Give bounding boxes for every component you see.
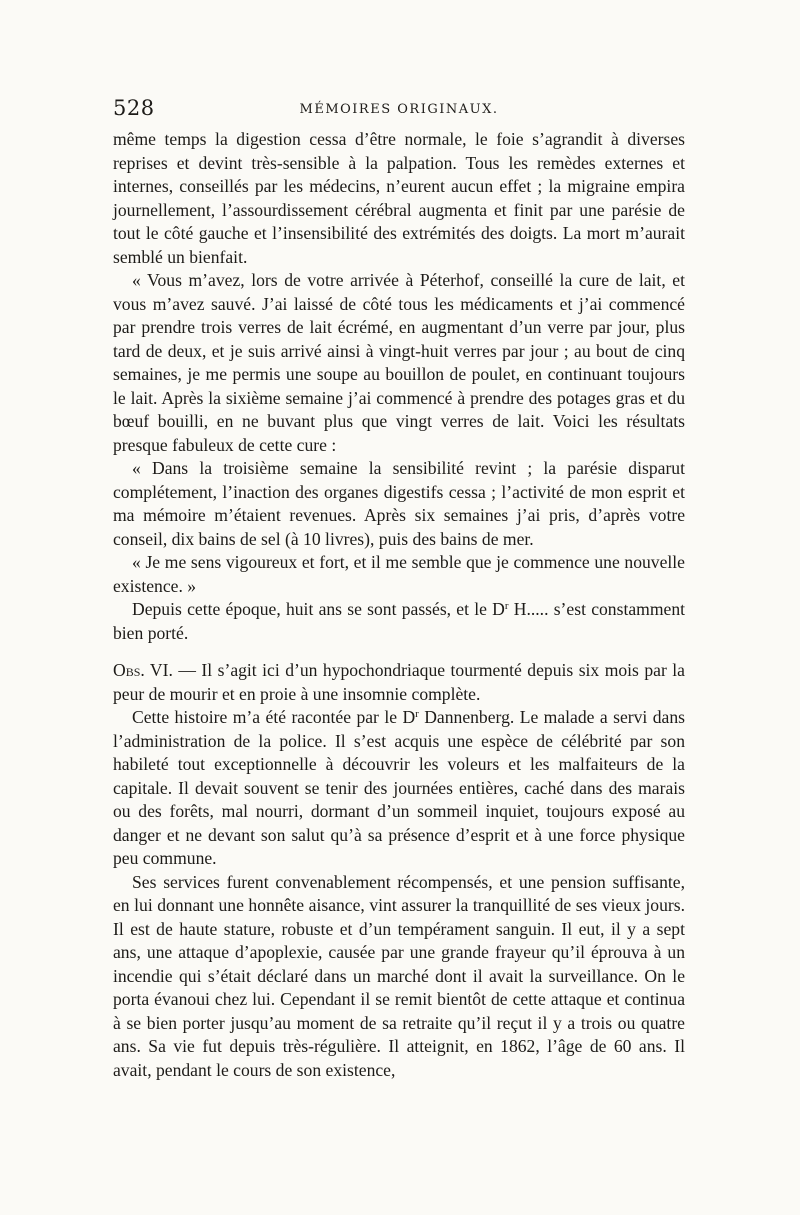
- text-segment: H..... s’est constamment bien porté.: [113, 599, 686, 643]
- observation-heading-paragraph: [113, 659, 685, 706]
- paragraph-services: Ses services furent convenablement récompensés, et une pension suffisante, en lui donnant une honnête aisance, vint assurer la tranquillité de ses vieux jours. Il est de haute stature, robuste et d’un tempérament sanguin. Il eut, il y a sept ans, une attaque d’apoplexie, causée par une grande frayeur qu’il éprouva à un incendie qui s’était déclaré dans un marché dont il avait la surveillance. On le porta évanoui chez lui. Cependant il se remit bientôt de cette attaque et continua à se bien porter jusqu’au moment de sa retraite qu’il reçut il y a trois ou quatre ans. Sa vie fut depuis très-régulière. Il atteignit, en 1862, l’âge de 60 ans. Il avait, pendant le cours de son existence,: [113, 871, 685, 1080]
- running-title: MÉMOIRES ORIGINAUX.: [299, 102, 499, 117]
- paragraph-quote-new-existence: « Je me sens vigoureux et fort, et il me semble que je commence une nouvelle existence. »: [113, 552, 685, 596]
- paragraph-quote-results: « Dans la troisième semaine la sensibilité revint ; la parésie disparut complétement, l’inaction des organes digestifs cessa ; l’activité de mon esprit et ma mémoire m’étaient revenues. Après six semaines j’ai pris, d’après votre conseil, dix bains de sel (à 10 livres), puis des bains de mer.: [113, 458, 685, 549]
- body-text: [113, 128, 685, 1082]
- paragraph-since-then: [113, 598, 685, 645]
- paragraph-dannenberg: [113, 706, 685, 871]
- observation-label: Obs. VI.: [113, 660, 173, 680]
- paragraph-continuation: même temps la digestion cessa d’être normale, le foie s’agrandit à diverses reprises et devint très-sensible à la palpation. Tous les remèdes externes et internes, conseillés par les médecins, n’eurent aucun effet ; la migraine empira journellement, l’assourdissement cérébral augmenta et finit par une parésie de tout le côté gauche et l’insensibilité des extrémités des doigts. La mort m’aurait semblé un bienfait.: [113, 129, 685, 267]
- paragraph-quote-milk-cure: « Vous m’avez, lors de votre arrivée à Péterhof, conseillé la cure de lait, et vous m’avez sauvé. J’ai laissé de côté tous les médicaments et j’ai commencé par prendre trois verres de lait écrémé, en augmentant d’un verre par jour, plus tard de deux, et je suis arrivé ainsi à vingt-huit verres par jour ; au bout de cinq semaines, je me permis une soupe au bouillon de poulet, en continuant toujours le lait. Après la sixième semaine j’ai commencé à prendre des potages gras et du bœuf bouilli, en ne buvant plus que vingt verres de lait. Voici les résultats presque fabuleux de cette cure :: [113, 270, 685, 455]
- observation-text: — Il s’agit ici d’un hypochondriaque tourmenté depuis six mois par la peur de mourir et en proie à une insomnie complète.: [113, 660, 685, 704]
- text-segment: Cette histoire m’a été racontée par le D: [132, 707, 416, 727]
- page-header: [113, 96, 685, 126]
- text-segment: Depuis cette époque, huit ans se sont passés, et le D: [132, 599, 505, 619]
- superscript: r: [415, 708, 419, 720]
- superscript: r: [504, 600, 509, 612]
- page-number: 528: [113, 96, 155, 120]
- text-segment: Dannenberg. Le malade a servi dans l’administration de la police. Il s’est acquis une espèce de célébrité par son habileté tout exceptionnelle à découvrir les voleurs et les malfaiteurs de la capitale. Il devait souvent se tenir des journées entières, caché dans des marais ou des forêts, mal nourri, dormant d’un sommeil inquiet, toujours exposé au danger et ne devant son salut qu’à sa présence d’esprit et à une force physique peu commune.: [113, 707, 685, 868]
